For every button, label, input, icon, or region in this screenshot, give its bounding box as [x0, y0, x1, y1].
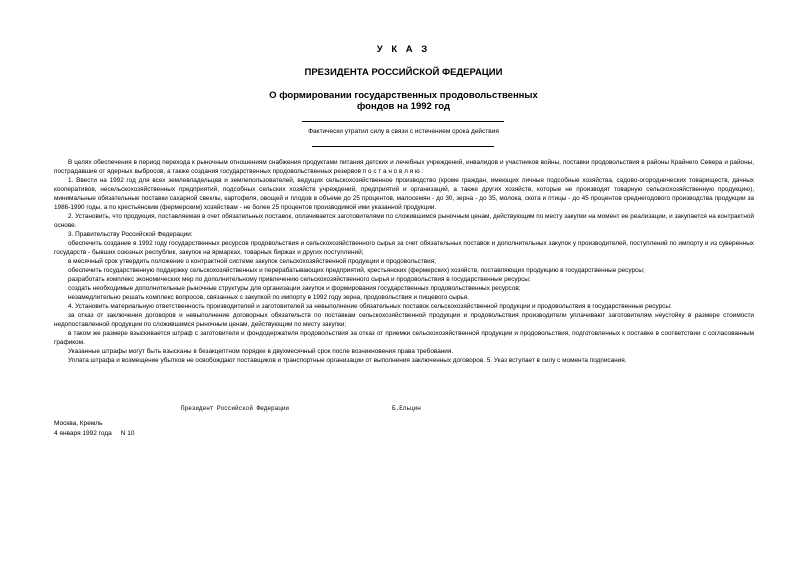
- paragraph: разработать комплекс экономических мер по дополнительному привлечению сельскохозяйственного сырья и продовольствия в государственные ресурсы;: [68, 276, 531, 283]
- paragraph: в таком же размере взыскивается штраф с заготовителя и фондодержателя продовольствия за отказ от приемки сельскохозяйственной продукции и продовольствия, подготовленных к поставке в соответствии с согласованным графиком.: [54, 330, 754, 346]
- paragraph: 3. Правительству Российской Федерации:: [68, 231, 193, 238]
- document-body: [54, 158, 754, 365]
- signatory-title: Президент Российской Федерации: [181, 405, 290, 412]
- paragraph: В целях обеспечения в период перехода к рыночным отношениям снабжения продуктами питания детских и лечебных учреждений, инвалидов и участников войны, поставки продовольствия в районы Крайнего Севера и районы, пострадавшие от ядерных выбросов, а также создания государственных продовольственных резервов п о с т а н о в л я ю :: [54, 159, 754, 175]
- paragraph: Указанные штрафы могут быть взысканы в безакцептном порядке в двухмесячный срок после возникновения права требования.: [68, 348, 454, 355]
- paragraph: незамедлительно решать комплекс вопросов, связанных с закупкой по импорту в 1992 году зерна, продовольствия и пищевого сырья.: [68, 294, 469, 301]
- paragraph: 2. Установить, что продукция, поставляемая в счет обязательных поставок, оплачивается заготовителями по сложившимся рыночным ценам, действующим по месту закупки на момент ее реализации, и закупается на контрактной основе.: [54, 213, 754, 229]
- paragraph: 4. Установить материальную ответственность производителей и заготовителей за невыполнение обязательных поставок сельскохозяйственной продукции и продовольствия в государственные ресурсы:: [68, 303, 672, 310]
- signatory-name: Б.Ельцин: [392, 405, 421, 412]
- document-footer: [54, 419, 135, 439]
- divider-bottom: [312, 146, 494, 147]
- issuer-heading: ПРЕЗИДЕНТА РОССИЙСКОЙ ФЕДЕРАЦИИ: [304, 67, 503, 78]
- paragraph: в месячный срок утвердить положение о контрактной системе закупок сельскохозяйственной продукции и продовольствия;: [68, 258, 436, 265]
- paragraph: 1. Ввести на 1992 год для всех землевладельцев и землепользователей, ведущих сельскохозяйственное производство (кроме граждан, имеющих личные подсобные хозяйства, садово-огороднических товариществ, дачных кооперативов, несельскохозяйственных предприятий, подсобных сельских хозяйств учреждений, предприятий и организаций, а также других хозяйств, которые не производят товарную сельскохозяйственную продукцию), минимальные обязательные поставки сахарной свеклы, картофеля, овощей и плодов в объеме до 25 процентов, малосемян - до 30, зерна - до 35, молока, скота и птицы - до 45 процентов среднегодового производства продукции за 1986-1990 годы, а по крестьянским (фермерским) хозяйствам - не более 25 процентов производимой ими указанной продукции.: [54, 177, 754, 211]
- paragraph: обеспечить создание в 1992 году государственных ресурсов продовольствия и сельскохозяйственного сырья за счет обязательных поставок и дополнительных закупок у производителей, поступлений по импорту и из суверенных государств - бывших союзных республик, закупок на ярмарках, товарных биржах и других поступлений;: [54, 240, 754, 256]
- document-type-heading: У К А З: [376, 44, 431, 55]
- status-note: Фактически утратил силу в связи с истечением срока действия: [308, 128, 499, 135]
- signing-date-number: 4 января 1992 года N 10: [54, 430, 135, 437]
- paragraph: обеспечить государственную поддержку сельскохозяйственных и перерабатывающих предприятий, крестьянских (фермерских) хозяйств, поставляющих продукцию в государственные ресурсы;: [68, 267, 645, 274]
- paragraph: создать необходимые дополнительные рыночные структуры для организации закупок и формирования государственных продовольственных ресурсов;: [68, 285, 521, 292]
- divider-top: [302, 121, 504, 122]
- document-title-line-2: фондов на 1992 год: [356, 101, 450, 112]
- document-title: [0, 90, 807, 112]
- signing-place: Москва, Кремль: [54, 420, 103, 427]
- paragraph: за отказ от заключения договоров и невыполнение договорных обязательств по поставкам сельскохозяйственной продукции и продовольствия производители уплачивают заготовителям неустойку в размере стоимости недопоставленной продукции по сложившимся рыночным ценам, действующим по месту закупки;: [54, 312, 754, 328]
- paragraph: Уплата штрафа и возмещение убытков не освобождают поставщиков и транспортные организации от выполнения заключенных договоров. 5. Указ вступает в силу с момента подписания.: [68, 357, 627, 364]
- document-title-line-1: О формировании государственных продовольственных: [269, 90, 538, 101]
